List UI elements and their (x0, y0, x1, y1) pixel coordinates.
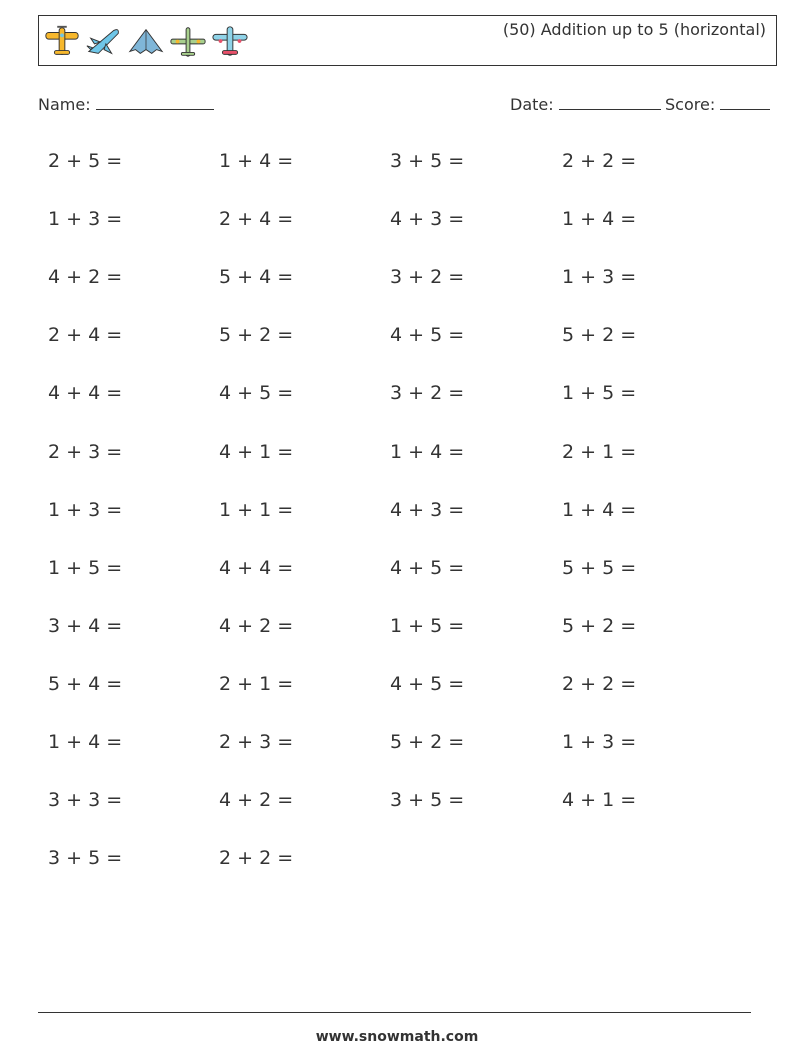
problem-item: 4 + 5 = (390, 556, 465, 579)
yellow-propeller-plane-icon (43, 24, 81, 60)
problem-item: 1 + 1 = (219, 498, 294, 521)
worksheet-header (38, 15, 777, 66)
problem-item: 5 + 4 = (48, 672, 123, 695)
problem-item: 3 + 5 = (390, 150, 465, 172)
red-jet-airliner-icon (211, 24, 249, 60)
footer-divider (38, 1012, 751, 1013)
problem-item: 1 + 4 = (390, 440, 465, 463)
problem-item: 4 + 5 = (390, 324, 465, 347)
date-field (510, 94, 661, 114)
problem-item: 3 + 2 = (390, 266, 465, 289)
problem-item: 3 + 2 = (390, 382, 465, 405)
problem-item: 4 + 2 = (48, 266, 123, 289)
green-propeller-plane-icon (169, 24, 207, 60)
problem-item: 1 + 4 = (562, 498, 637, 521)
problem-item: 1 + 3 = (48, 498, 123, 521)
problem-item: 4 + 5 = (219, 382, 294, 405)
problem-item: 4 + 3 = (390, 498, 465, 521)
problem-item: 2 + 4 = (219, 208, 294, 231)
problem-item: 3 + 4 = (48, 614, 123, 637)
problem-item: 2 + 2 = (562, 150, 637, 172)
problem-item: 2 + 5 = (48, 150, 123, 172)
worksheet-title: (50) Addition up to 5 (horizontal) (502, 20, 766, 39)
problem-item: 2 + 3 = (48, 440, 123, 463)
score-blank-line[interactable] (720, 94, 770, 110)
problem-item: 1 + 3 = (562, 266, 637, 289)
problem-item: 4 + 1 = (562, 789, 637, 812)
name-blank-line[interactable] (96, 94, 214, 110)
problem-item: 2 + 2 = (219, 847, 294, 870)
problem-item: 1 + 4 = (219, 150, 294, 172)
problem-item: 4 + 2 = (219, 614, 294, 637)
problem-item: 2 + 3 = (219, 731, 294, 753)
problem-item: 2 + 1 = (562, 440, 637, 463)
problem-item: 5 + 2 = (390, 731, 465, 753)
problem-item: 1 + 3 = (562, 731, 637, 753)
problem-item: 5 + 2 = (562, 324, 637, 347)
problem-item: 2 + 1 = (219, 672, 294, 695)
problem-item: 1 + 4 = (562, 208, 637, 231)
stealth-bomber-icon (127, 24, 165, 60)
problem-item: 4 + 3 = (390, 208, 465, 231)
problem-item: 5 + 2 = (562, 614, 637, 637)
problem-item: 4 + 2 = (219, 789, 294, 812)
problem-item: 3 + 3 = (48, 789, 123, 812)
problem-item: 2 + 2 = (562, 672, 637, 695)
score-field (665, 94, 770, 114)
problem-item: 1 + 5 = (562, 382, 637, 405)
problem-item: 5 + 2 = (219, 324, 294, 347)
problem-item: 1 + 5 = (390, 614, 465, 637)
problem-item: 4 + 4 = (48, 382, 123, 405)
date-label: Date: (510, 95, 554, 114)
score-label: Score: (665, 95, 716, 114)
problem-item: 1 + 3 = (48, 208, 123, 231)
blue-jet-plane-icon (85, 24, 123, 60)
footer-url: www.snowmath.com (315, 1029, 479, 1045)
header-icons (43, 24, 249, 60)
problem-item: 4 + 5 = (390, 672, 465, 695)
problem-item: 3 + 5 = (48, 847, 123, 870)
problem-item: 3 + 5 = (390, 789, 465, 812)
name-field (38, 94, 214, 114)
problem-item: 5 + 4 = (219, 266, 294, 289)
problem-item: 1 + 5 = (48, 556, 123, 579)
problem-item: 4 + 4 = (219, 556, 294, 579)
problem-item: 1 + 4 = (48, 731, 123, 753)
problem-item: 2 + 4 = (48, 324, 123, 347)
problem-item: 5 + 5 = (562, 556, 637, 579)
date-blank-line[interactable] (559, 94, 661, 110)
problem-item: 4 + 1 = (219, 440, 294, 463)
name-label: Name: (38, 95, 91, 114)
